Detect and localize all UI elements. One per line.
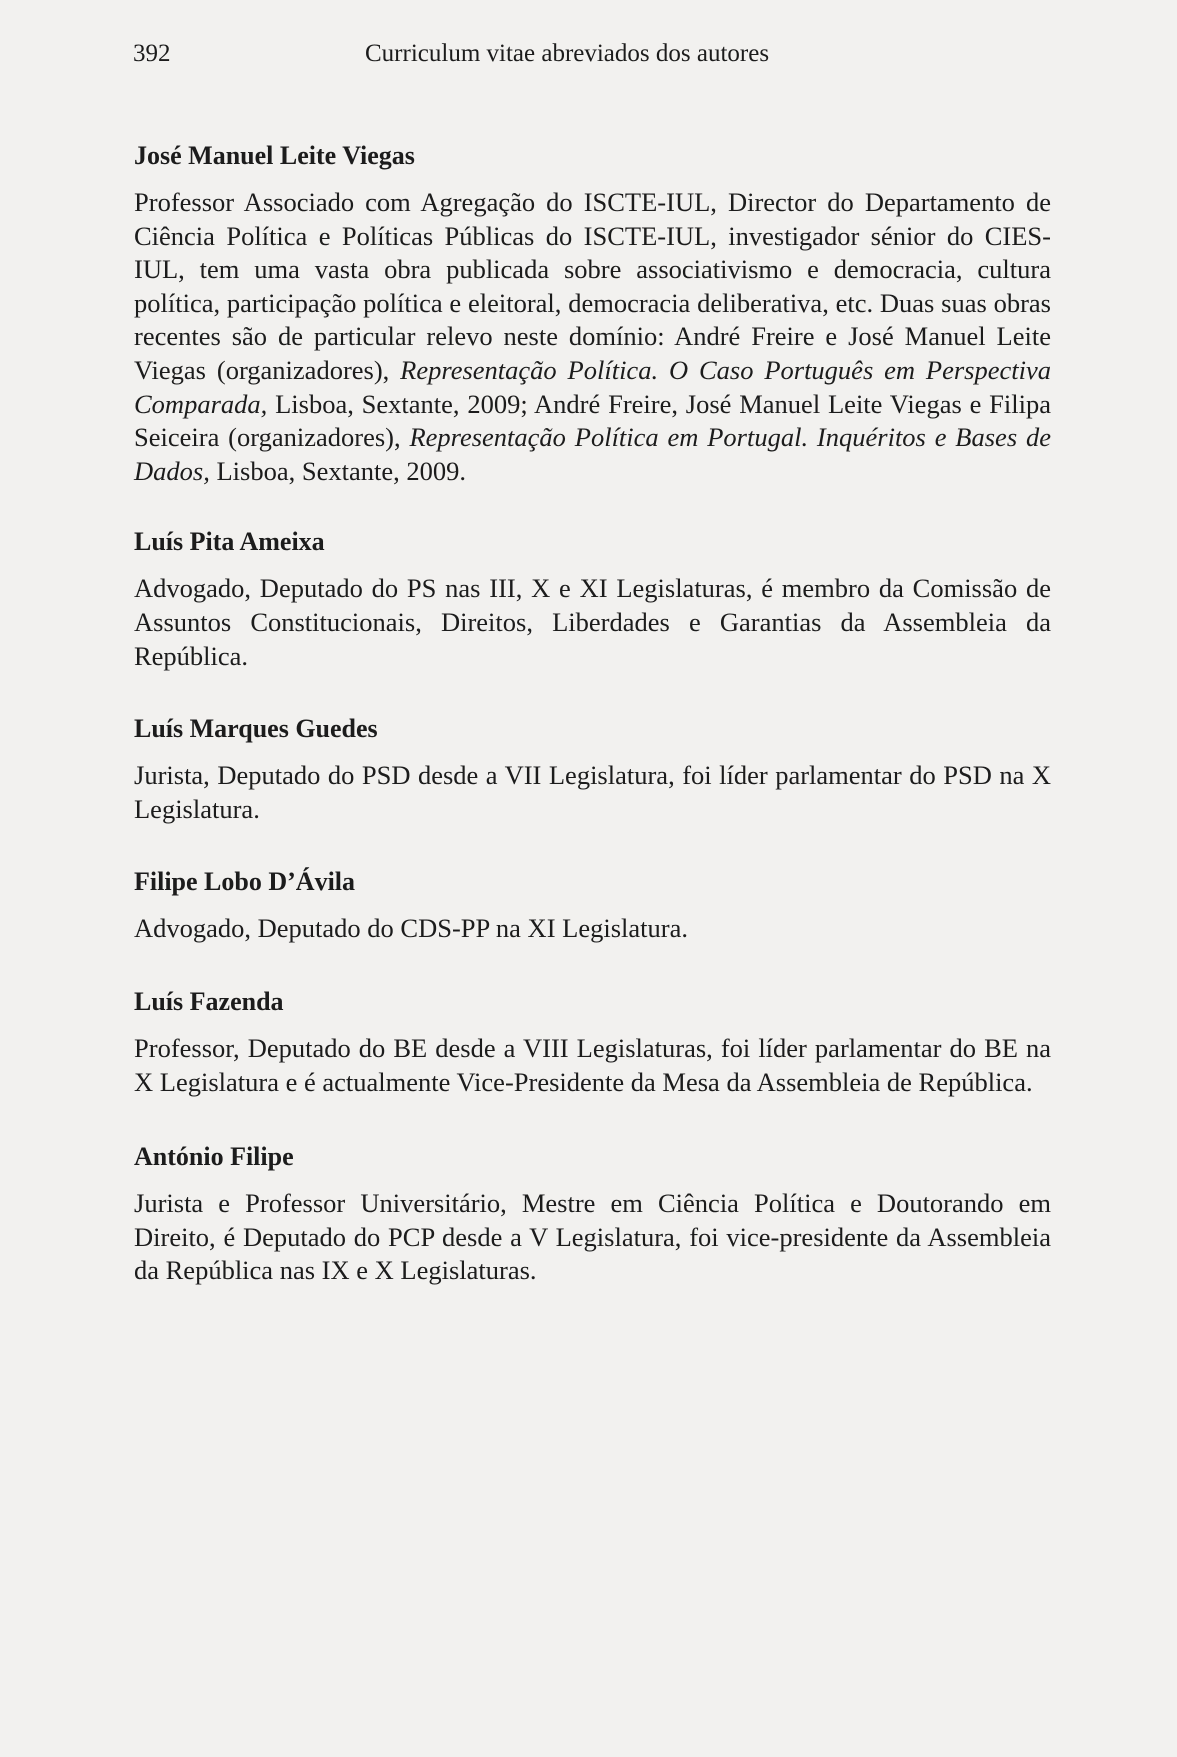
bio-text: Professor Associado com Agregação do ISCTE-IUL, Director do Departamento de Ciência Política e Políticas Públicas do ISCTE-IUL, investigador sénior do CIES-IUL, tem uma vasta obra publicada sobre associativismo e democracia, cultura política, participação política e eleitoral, democracia deliberativa, etc. Duas suas obras recentes são de particular relevo neste domínio: André Freire e José Manuel Leite Viegas (organizadores),	[134, 187, 1051, 385]
author-bio: Jurista e Professor Universitário, Mestre em Ciência Política e Doutorando em Direito, é Deputado do PCP desde a V Legislatura, foi vice-presidente da Assembleia da República nas IX e X Legislaturas.	[134, 1188, 1051, 1286]
page-number: 392	[133, 40, 171, 67]
bio-text: Lisboa, Sextante, 2009; André Freire, José Manuel Leite Viegas e Filipa Seiceira (organizadores),	[134, 388, 1051, 453]
bio-text: Lisboa, Sextante, 2009.	[209, 455, 466, 486]
author-name: Luís Fazenda	[134, 986, 284, 1016]
author-bio: Advogado, Deputado do PS nas III, X e XI Legislaturas, é membro da Comissão de Assuntos Constitucionais, Direitos, Liberdades e Garantias da Assembleia da República.	[134, 573, 1051, 671]
author-name: Luís Pita Ameixa	[134, 527, 325, 557]
author-entry	[134, 1141, 1051, 1288]
author-entry	[134, 526, 1051, 673]
author-bio	[134, 186, 1051, 488]
book-title: Representação Política em Portugal. Inquéritos e Bases de Dados,	[134, 422, 1051, 486]
author-bio: Advogado, Deputado do CDS-PP na XI Legislatura.	[134, 913, 688, 944]
author-name: José Manuel Leite Viegas	[134, 141, 415, 170]
author-name: Luís Marques Guedes	[134, 714, 378, 744]
author-entry	[134, 713, 1051, 826]
author-entry	[134, 140, 1051, 488]
running-head	[133, 40, 1053, 76]
author-entry	[134, 866, 1051, 946]
author-name: António Filipe	[134, 1142, 294, 1172]
author-bio: Jurista, Deputado do PSD desde a VII Legislatura, foi líder parlamentar do PSD na X Legislatura.	[134, 760, 1051, 824]
book-title: Representação Política. O Caso Português em Perspectiva Comparada,	[134, 354, 1051, 419]
running-title: Curriculum vitae abreviados dos autores	[365, 40, 770, 67]
author-bio: Professor, Deputado do BE desde a VIII Legislaturas, foi líder parlamentar do BE na X Legislatura e é actualmente Vice-Presidente da Mesa da Assembleia de República.	[134, 1032, 1051, 1097]
author-name: Filipe Lobo D’Ávila	[134, 867, 356, 897]
author-entry	[134, 986, 1051, 1099]
author-bios	[134, 140, 1051, 1288]
